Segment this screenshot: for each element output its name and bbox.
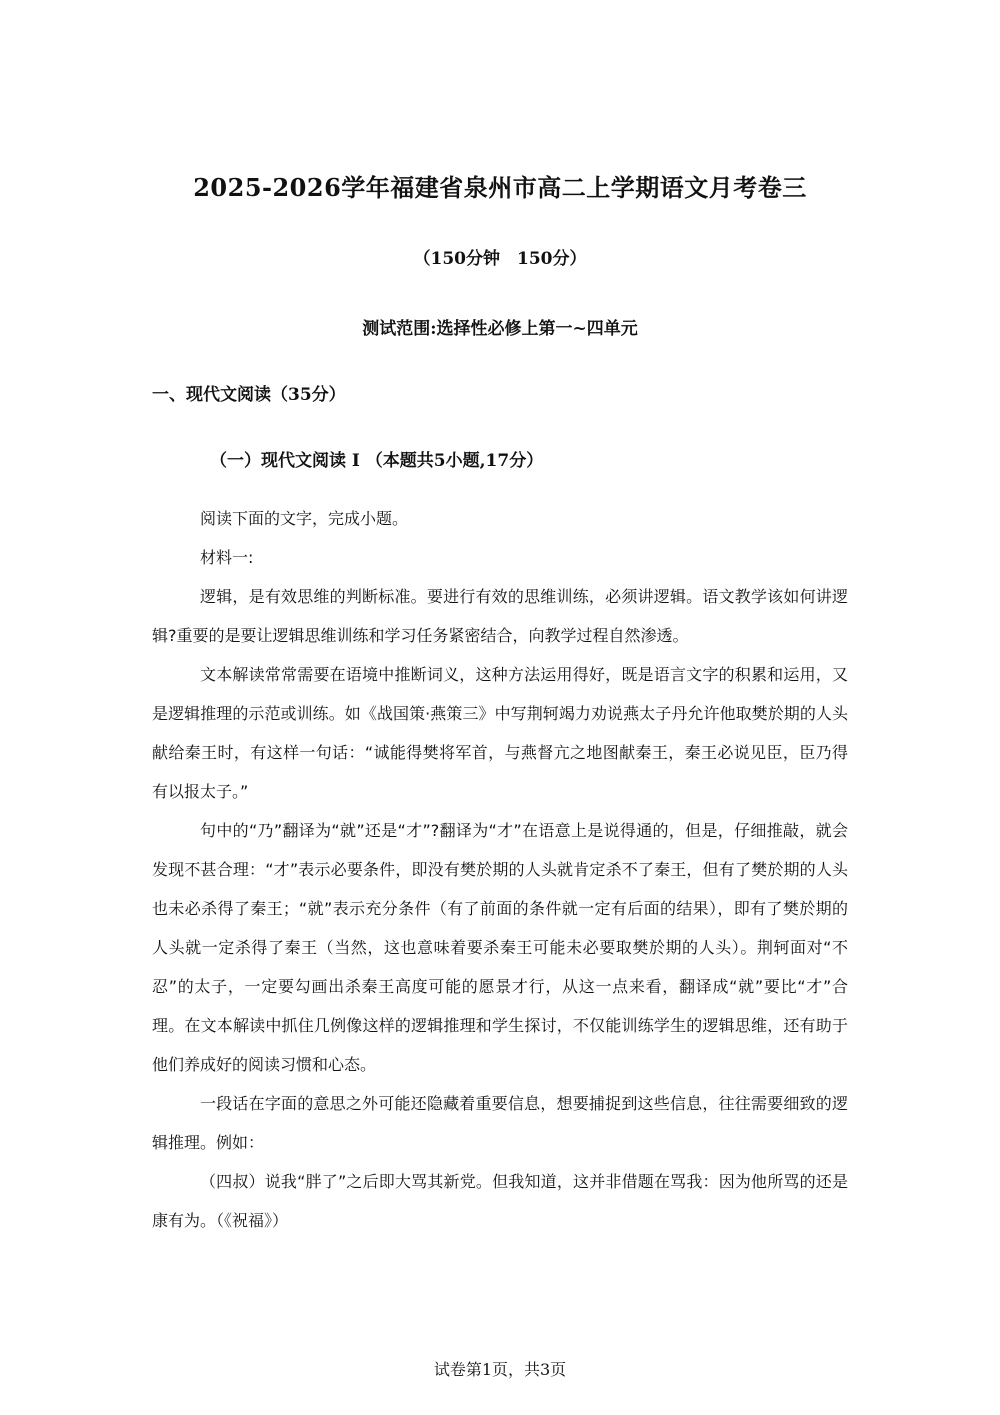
exam-duration-score: （150分钟 150分） — [413, 249, 587, 269]
paragraph: 材料一: — [200, 548, 254, 567]
reading-passage — [152, 499, 848, 1240]
paragraph: 文本解读常常需要在语境中推断词义，这种方法运用得好，既是语言文字的积累和运用，又是逻辑推理的示范或训练。如《战国策·燕策三》中写荆轲竭力劝说燕太子丹允许他取樊於期的人头献给秦王时，有这样一句话：“诚能得樊将军首，与燕督亢之地图献秦王，秦王必说见臣，臣乃得有以报太子。” — [152, 665, 848, 801]
subsection-heading: （一）现代文阅读 I （本题共5小题,17分） — [210, 451, 544, 471]
paragraph: 逻辑，是有效思维的判断标准。要进行有效的思维训练，必须讲逻辑。语文教学该如何讲逻辑?重要的是要让逻辑思维训练和学习任务紧密结合，向教学过程自然渗透。 — [152, 587, 848, 645]
paragraph: 阅读下面的文字，完成小题。 — [200, 509, 409, 528]
exam-title: 2025-2026学年福建省泉州市高二上学期语文月考卷三 — [193, 173, 807, 202]
paragraph: 句中的“乃”翻译为“就”还是“才”?翻译为“才”在语意上是说得通的，但是，仔细推敲，就会发现不甚合理：“才”表示必要条件，即没有樊於期的人头就肯定杀不了秦王，但有了樊於期的人头也未必杀得了秦王；“就”表示充分条件（有了前面的条件就一定有后面的结果），即有了樊於期的人头就一定杀得了秦王（当然，这也意味着要杀秦王可能未必要取樊於期的人头）。荆轲面对“不忍”的太子，一定要勾画出杀秦王高度可能的愿景才行，从这一点来看，翻译成“就”要比“才”合理。在文本解读中抓住几例像这样的逻辑推理和学生探讨，不仅能训练学生的逻辑思维，还有助于他们养成好的阅读习惯和心态。 — [152, 821, 848, 1074]
paragraph: （四叔）说我“胖了”之后即大骂其新党。但我知道，这并非借题在骂我：因为他所骂的还是康有为。（《祝福》） — [152, 1172, 848, 1230]
paragraph: 一段话在字面的意思之外可能还隐藏着重要信息，想要捕捉到这些信息，往往需要细致的逻辑推理。例如： — [152, 1094, 848, 1152]
test-scope: 测试范围:选择性必修上第一~四单元 — [362, 319, 638, 339]
section-heading: 一、现代文阅读（35分） — [152, 385, 346, 405]
page-footer: 试卷第1页，共3页 — [433, 1360, 567, 1379]
